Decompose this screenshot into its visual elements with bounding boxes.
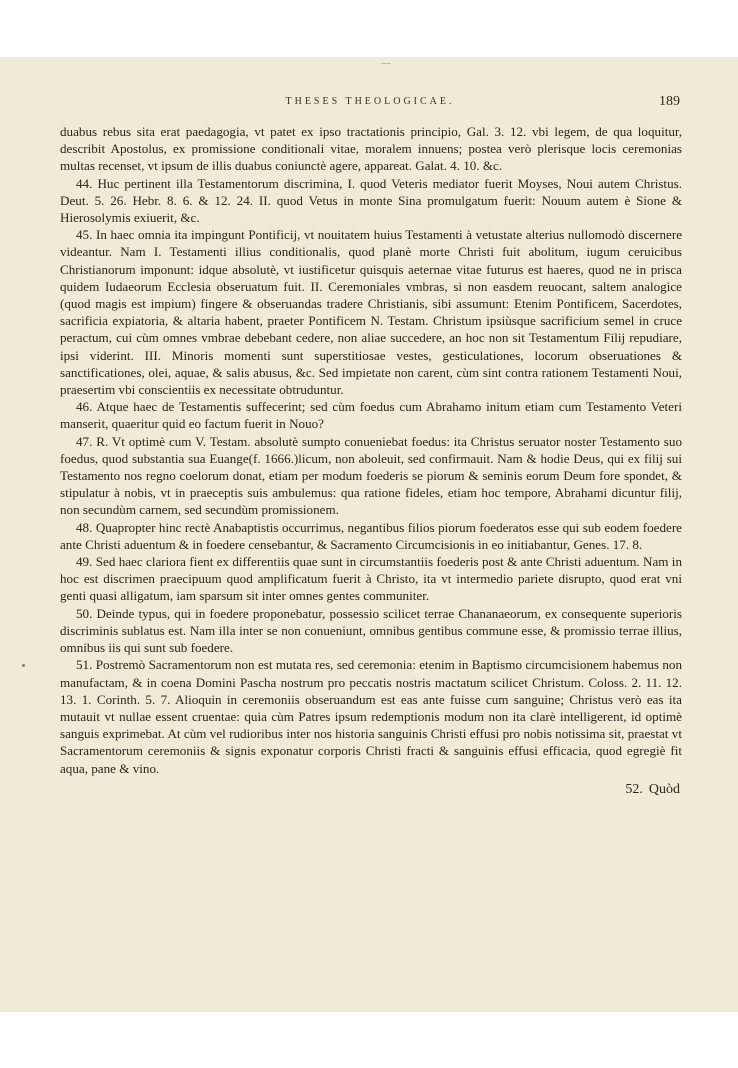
paragraph-number: 45. xyxy=(76,227,93,243)
paragraph-text: Postremò Sacramentorum non est mutata res, sed ceremonia: etenim in Baptismo circumcisionem habemus non manufactam, & in coena Domini Pascha nostrum pro peccatis nostris mactatum scilicet Christum. Coloss. 2. 11. 12. 13. 1. Corinth. 5. 7. Alioquin in ceremoniis obseruandum est eas ante fuisse cum sanguine; Christus verò eas ita mutauit vt nullae essent cruentae: quia cùm Patres ipsum redemptionis modum non ita clarè intelligerent, id optimè sanguis exprimebat. At cùm vel rudioribus inter nos historia sanguinis Christi effusi pro nobis notissima sit, praestat vt Sacramentorum ceremoniis & signis exponatur corporis Christi fracti & sanguinis effusi efficacia, quod egregiè fit aqua, pane & vino. xyxy=(60,657,682,776)
page-top-mark xyxy=(381,63,391,64)
paragraph-text: Atque haec de Testamentis suffecerint; sed cùm foedus cum Abrahamo initum etiam cum Testamento Veteri manserit, quaeritur quid eo factum fuerit in Nouo? xyxy=(60,399,682,432)
paragraph-number: 51. xyxy=(76,657,93,673)
paragraph-49 xyxy=(60,553,682,605)
paragraph-48 xyxy=(60,519,682,553)
paragraph-45 xyxy=(60,226,682,398)
paragraph-text: Quapropter hinc rectè Anabaptistis occurrimus, negantibus filios piorum foederatos esse qui sub eodem foedere ante Christi aduentum & in foedere censebantur, & Sacramento Circumcisionis in eo initiabantur, Genes. 17. 8. xyxy=(60,519,682,552)
catchword xyxy=(60,781,682,798)
book-page xyxy=(0,57,738,1012)
margin-dot xyxy=(22,664,25,667)
catchword-text: Quòd xyxy=(648,781,680,797)
paragraph-50 xyxy=(60,605,682,657)
page-number: 189 xyxy=(659,94,680,109)
paragraph-51 xyxy=(60,656,682,776)
paragraph-number: 47. xyxy=(76,433,93,449)
paragraph-46 xyxy=(60,398,682,432)
catchword-number: 52. xyxy=(625,781,643,797)
paragraph-text: In haec omnia ita impingunt Pontificij, vt nouitatem huius Testamenti à vetustate alterius nullomodò discernere videantur. Nam I. Testamenti illius conditionalis, quod planè morte Christi fuit abolitum, iugum ceruicibus Christianorum imponunt: idque absolutè, vt iustificetur quisquis aeternae vitae futurus est haeres, quod ne in prisca quidem Iudaeorum Ecclesia obseruatum fuit. II. Ceremoniales vmbras, si non easdem reuocant, saltem analogice (quod magis est impium) fingere & obseruandas tradere Christianis, sibi assumunt: Etenim Pontificem, Sacerdotes, sacrificia expiatoria, & altaria habent, praeter Pontificem N. Testam. Christum ipsiùsque sacrificium semel in cruce peractum, cui cùm omnes vmbrae debebant cedere, non aliae succedere, an hoc non sit Testamentum Filij repudiare, ipsi viderint. III. Minoris momenti sunt superstitiosae vestes, gesticulationes, locorum obseruationes & sanctificationes, olei, aquae, & salis abusus, &c. Sed impietate non carent, cùm sint contra rationem Testamenti Noui, praesertim vbi conscientiis ex necessitate obtruduntur. xyxy=(60,227,683,398)
running-head: THESES THEOLOGICAE. xyxy=(285,96,455,107)
paragraph-44 xyxy=(60,175,682,227)
paragraph-number: 48. xyxy=(76,519,93,535)
paragraph-text: R. Vt optimè cum V. Testam. absolutè sumpto conueniebat foedus: ita Christus seruator noster Testamento suo foedus, quod substantia sua Euange(f. 1666.)licum, non aboleuit, sed confirmauit. Nam & hodie Deus, qui ex filij sui Testamento nos regno coelorum donat, etiam per modum foederis se piorum & seminis eorum Deum fore spondet, & stipulatur à nobis, vt in praeceptis suis ambulemus: qua ratione fideles, etiam hoc tempore, Abrahami dicuntur filij, non secundùm carnem, sed secundùm promissionem. xyxy=(60,433,682,518)
paragraph-number: 46. xyxy=(76,399,93,415)
paragraph-text: Huc pertinent illa Testamentorum discrimina, I. quod Veteris mediator fuerit Moyses, Noui autem Christus. Deut. 5. 26. Hebr. 8. 6. & 12. 24. II. quod Vetus in monte Sina promulgatum fuerit: Nouum autem è Sione & Hierosolymis exiuerit, &c. xyxy=(60,175,682,226)
paragraph-text: Sed haec clariora fient ex differentiis quae sunt in circumstantiis foederis post & ante Christi aduentum. Nam in hoc est discrimen praecipuum quod amplificatum fuerit à Christo, ita vt intermedio pariete disrupto, quod erat vni genti quasi alligatum, iam sparsum sit inter omnes gentes communiter. xyxy=(60,554,682,604)
paragraph-number: 50. xyxy=(76,605,93,621)
paragraph-number: 44. xyxy=(76,175,93,191)
paragraph-number: 49. xyxy=(76,554,93,570)
paragraph-text: duabus rebus sita erat paedagogia, vt patet ex ipso tractationis principio, Gal. 3. 12. vbi legem, de qua loquitur, describit Apostolus, ex promissione conditionali vitae, moralem innuens; postea verò plerisque locis ceremonias multas recenset, vt ipsum de illis duabus coniunctè agere, appareat. Galat. 4. 10. &c. xyxy=(60,124,682,174)
page-header xyxy=(60,96,680,112)
paragraph-47 xyxy=(60,433,682,519)
paragraph-text: Deinde typus, qui in foedere proponebatur, possessio scilicet terrae Chananaeorum, ex consequente superioris discriminis sublatus est. Nam illa inter se non conueniunt, omnibus gentibus commune esse, & promissio terrae illius, omnibus iis qui sunt sub foedere. xyxy=(60,605,683,656)
paragraph-continuation xyxy=(60,123,682,175)
page-body xyxy=(60,123,682,798)
